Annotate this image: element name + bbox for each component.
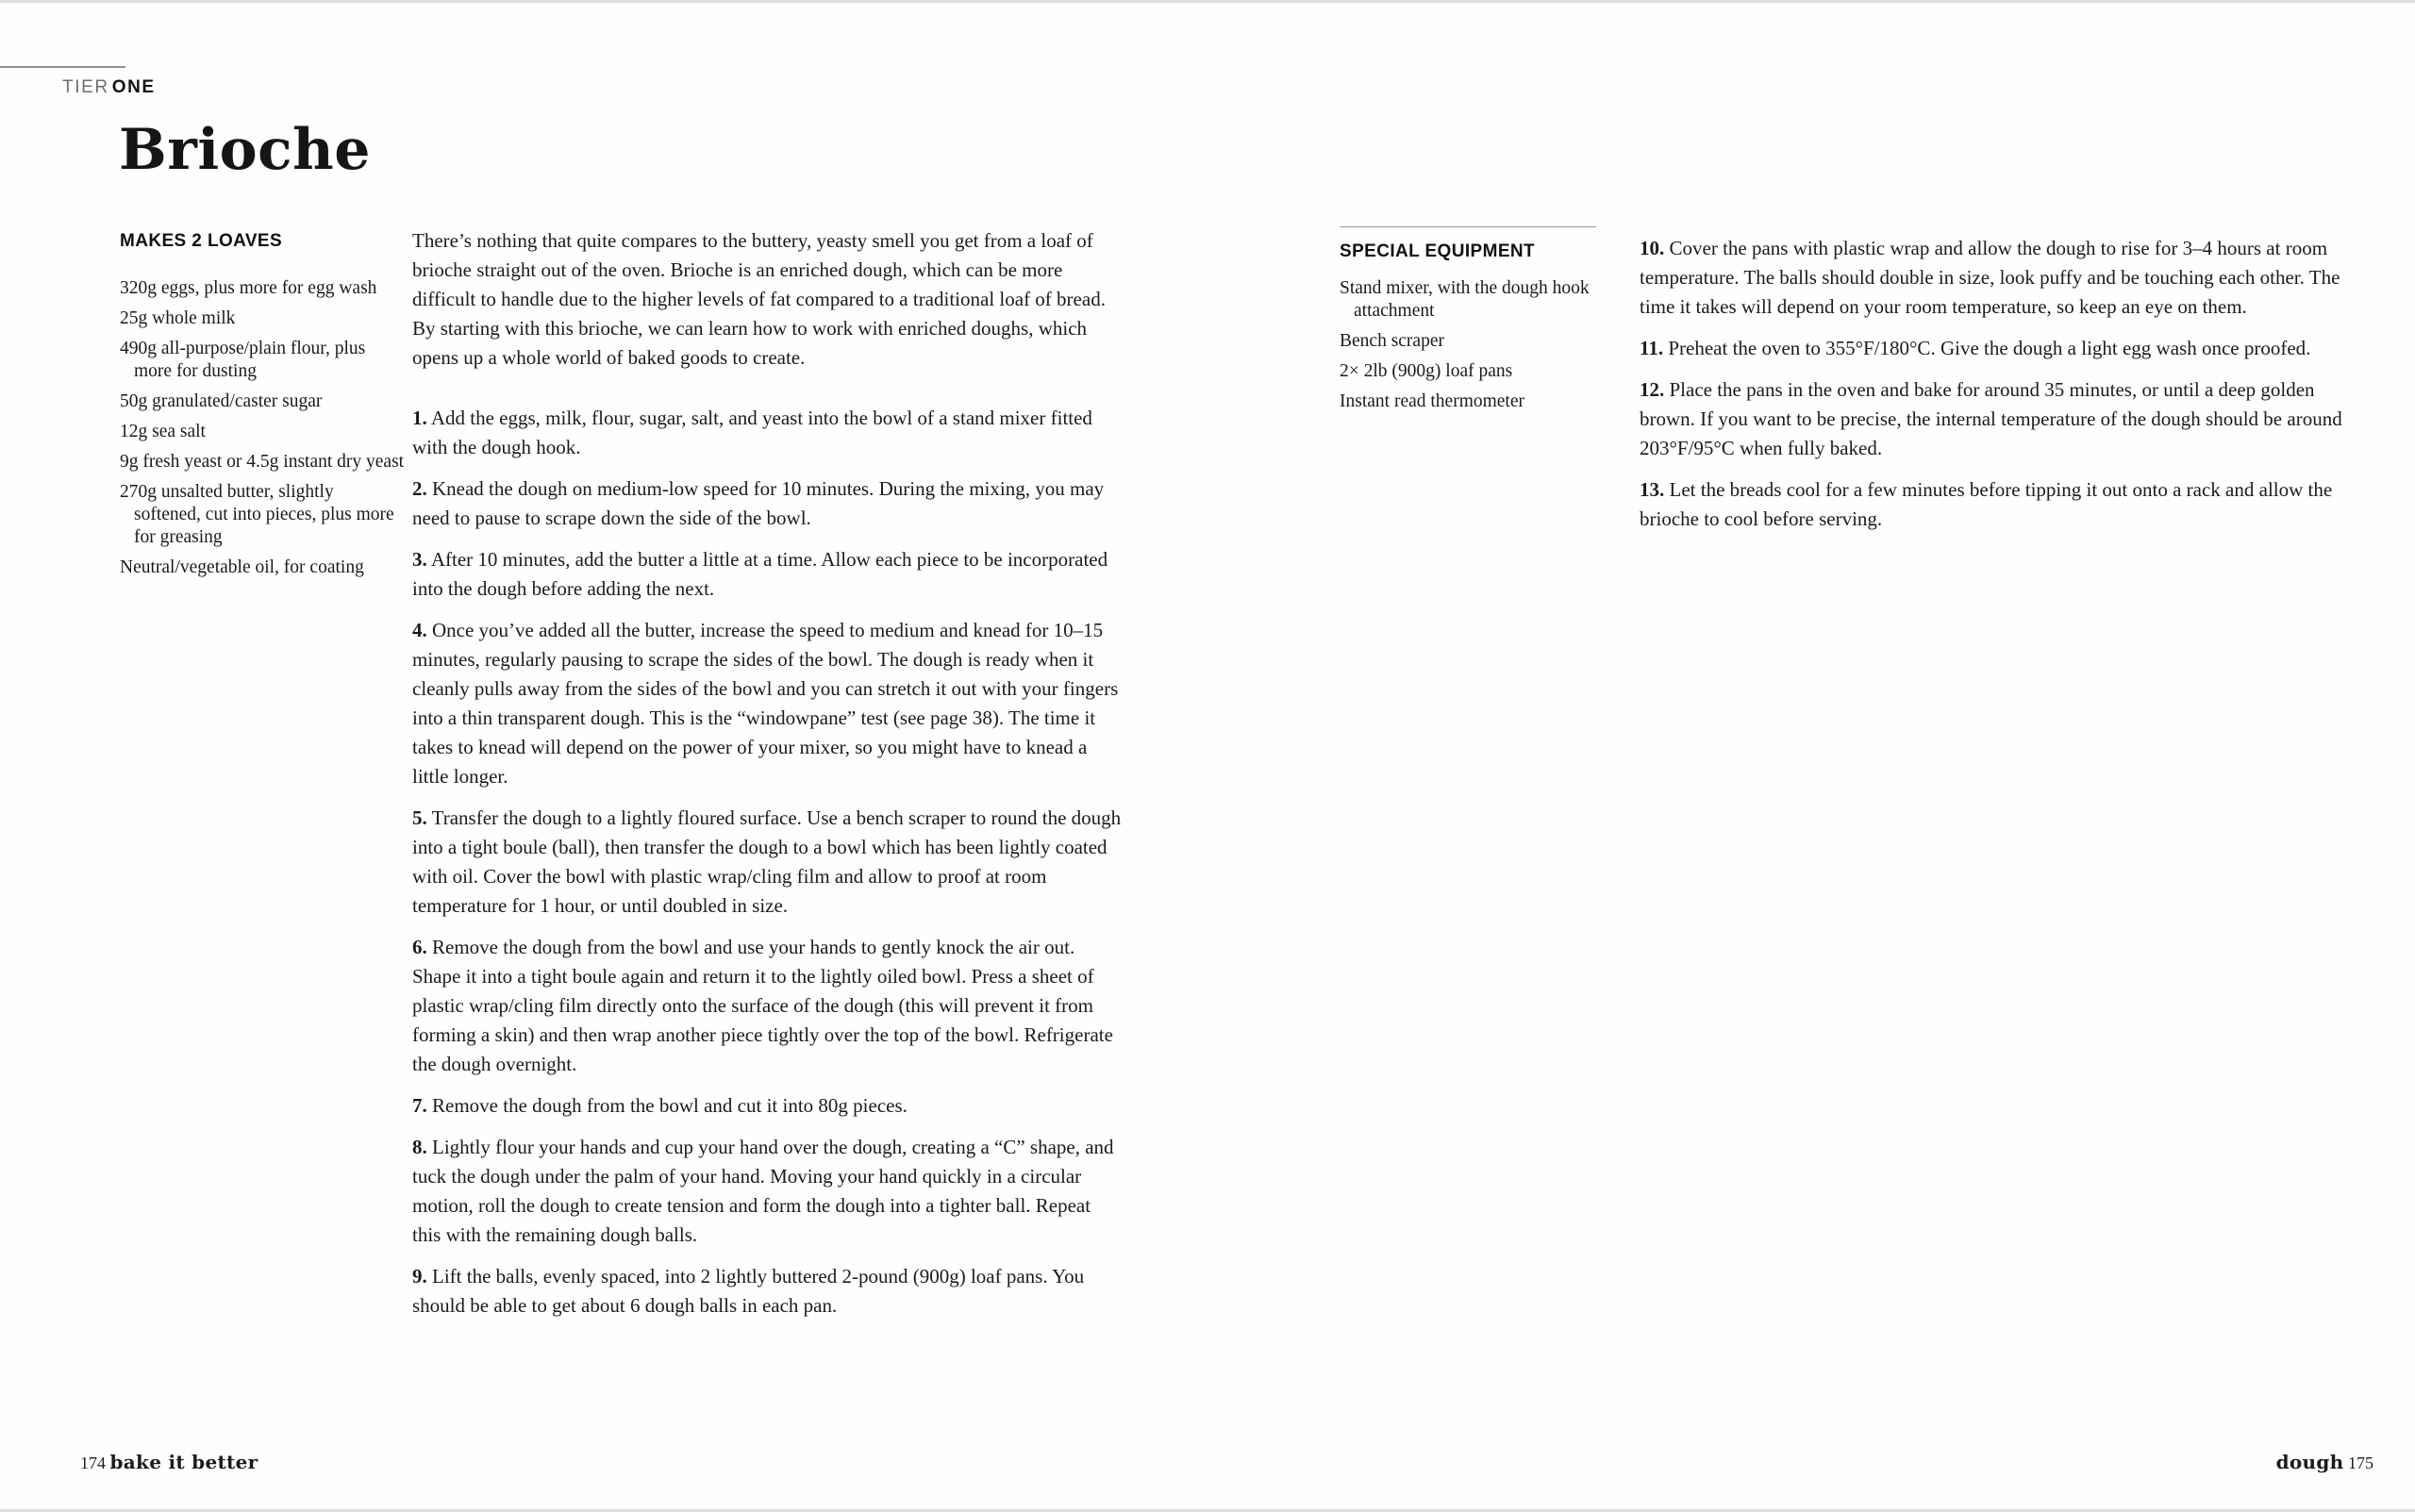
recipe-title: Brioche [119,117,371,183]
step-text: Knead the dough on medium-low speed for 10 minutes. During the mixing, you may need to pause to scrape down the side of the bowl. [412,477,1105,529]
step-2 [412,474,1122,533]
tier-number: ONE [111,77,156,97]
step-text: Preheat the oven to 355°F/180°C. Give the dough a light egg wash once proofed. [1668,337,2311,359]
method-column-left [412,226,1122,1333]
ingredient-item: 50g granulated/caster sugar [120,391,323,411]
step-number: 11. [1640,337,1664,359]
step-12 [1640,375,2351,463]
tier-word: TIER [62,77,109,97]
ingredients-heading: MAKES 2 LOAVES [120,231,283,251]
ingredient-item: 270g unsalted butter, slightly softened, cut into pieces, plus more for greasing [120,482,394,547]
step-text: Transfer the dough to a lightly floured surface. Use a bench scraper to round the dough into a tight boule (ball), then transfer the dough to a bowl which has been lightly coated with oil. Cover the bowl with plastic wrap/cling film and allow to proof at room temperature for 1 hour, or until doubled in size. [412,806,1122,917]
step-8 [412,1133,1122,1250]
step-number: 5. [412,806,427,829]
tier-label [62,77,156,98]
equipment-heading: SPECIAL EQUIPMENT [1340,241,1536,261]
step-number: 4. [412,619,427,641]
step-number: 3. [412,548,427,571]
ingredient-item: 490g all-purpose/plain flour, plus more for dusting [120,339,366,381]
step-13 [1640,475,2351,534]
page-number-left: 174 [80,1454,106,1472]
step-number: 2. [412,477,427,500]
section-title: dough [2275,1451,2344,1473]
equipment-item: Bench scraper [1340,331,1444,351]
step-number: 10. [1640,237,1665,259]
step-3 [412,545,1122,604]
step-number: 8. [412,1136,427,1158]
page-number-right: 175 [2348,1454,2373,1472]
ingredient-item: Neutral/vegetable oil, for coating [120,557,364,577]
step-5 [412,804,1122,921]
step-text: Place the pans in the oven and bake for around 35 minutes, or until a deep golden brown. If you want to be precise, the internal temperature of the dough should be around 203°F/95°C when fully baked. [1640,378,2342,459]
step-text: Let the breads cool for a few minutes before tipping it out onto a rack and allow the brioche to cool before serving. [1640,478,2333,530]
equipment-column [1340,226,1596,421]
ingredient-item: 9g fresh yeast or 4.5g instant dry yeast [120,452,405,472]
intro-paragraph: There’s nothing that quite compares to the buttery, yeasty smell you get from a loaf of brioche straight out of the oven. Brioche is an enriched dough, which can be more difficult to handle due to the higher levels of fat compared to a traditional loaf of bread. By starting with this brioche, we can learn how to work with enriched doughs, which opens up a whole world of baked goods to create. [412,229,1106,369]
equipment-item: 2× 2lb (900g) loaf pans [1340,361,1513,381]
step-number: 1. [412,407,427,429]
book-title: bake it better [109,1451,258,1473]
step-11 [1640,334,2351,363]
footer-left [80,1451,258,1473]
ingredient-item: 320g eggs, plus more for egg wash [120,278,377,298]
step-1 [412,404,1122,462]
step-number: 7. [412,1094,427,1117]
footer-right [2276,1451,2373,1473]
step-7 [412,1091,1122,1121]
step-number: 6. [412,936,427,958]
method-column-right [1640,234,2351,546]
step-text: Remove the dough from the bowl and use your hands to gently knock the air out. Shape it into a tight boule again and return it to the lightly oiled bowl. Press a sheet of plastic wrap/cling film directly onto the surface of the dough (this will prevent it from forming a skin) and then wrap another piece tightly over the top of the bowl. Refrigerate the dough overnight. [412,936,1113,1075]
step-text: Lightly flour your hands and cup your hand over the dough, creating a “C” shape, and tuck the dough under the palm of your hand. Moving your hand quickly in a circular motion, roll the dough to create tension and form the dough into a tighter ball. Repeat this with the remaining dough balls. [412,1136,1114,1246]
step-text: Once you’ve added all the butter, increase the speed to medium and knead for 10–15 minutes, regularly pausing to scrape the sides of the bowl. The dough is ready when it cleanly pulls away from the sides of the bowl and you can stretch it out with your fingers into a thin transparent dough. This is the “windowpane” test (see page 38). The time it takes to knead will depend on the power of your mixer, so you might have to knead a little longer. [412,619,1119,788]
step-number: 9. [412,1265,427,1288]
step-text: Lift the balls, evenly spaced, into 2 lightly buttered 2-pound (900g) loaf pans. You should be able to get about 6 dough balls in each pan. [412,1265,1085,1317]
step-text: Remove the dough from the bowl and cut it into 80g pieces. [432,1094,908,1117]
equipment-item: Instant read thermometer [1340,391,1524,411]
step-number: 12. [1640,378,1665,401]
equipment-item: Stand mixer, with the dough hook attachment [1340,278,1590,321]
ingredients-column [120,230,405,587]
tier-rule [0,66,125,68]
step-number: 13. [1640,478,1665,501]
step-4 [412,616,1122,791]
step-10 [1640,234,2351,322]
step-text: After 10 minutes, add the butter a little at a time. Allow each piece to be incorporated into the dough before adding the next. [412,548,1108,600]
step-text: Cover the pans with plastic wrap and allow the dough to rise for 3–4 hours at room temperature. The balls should double in size, look puffy and be touching each other. The time it takes will depend on your room temperature, so keep an eye on them. [1640,237,2340,318]
step-text: Add the eggs, milk, flour, sugar, salt, and yeast into the bowl of a stand mixer fitted with the dough hook. [412,407,1092,458]
ingredient-item: 12g sea salt [120,422,206,441]
ingredient-item: 25g whole milk [120,308,236,328]
step-9 [412,1262,1122,1321]
page-edge-top [0,0,2415,3]
step-6 [412,933,1122,1079]
